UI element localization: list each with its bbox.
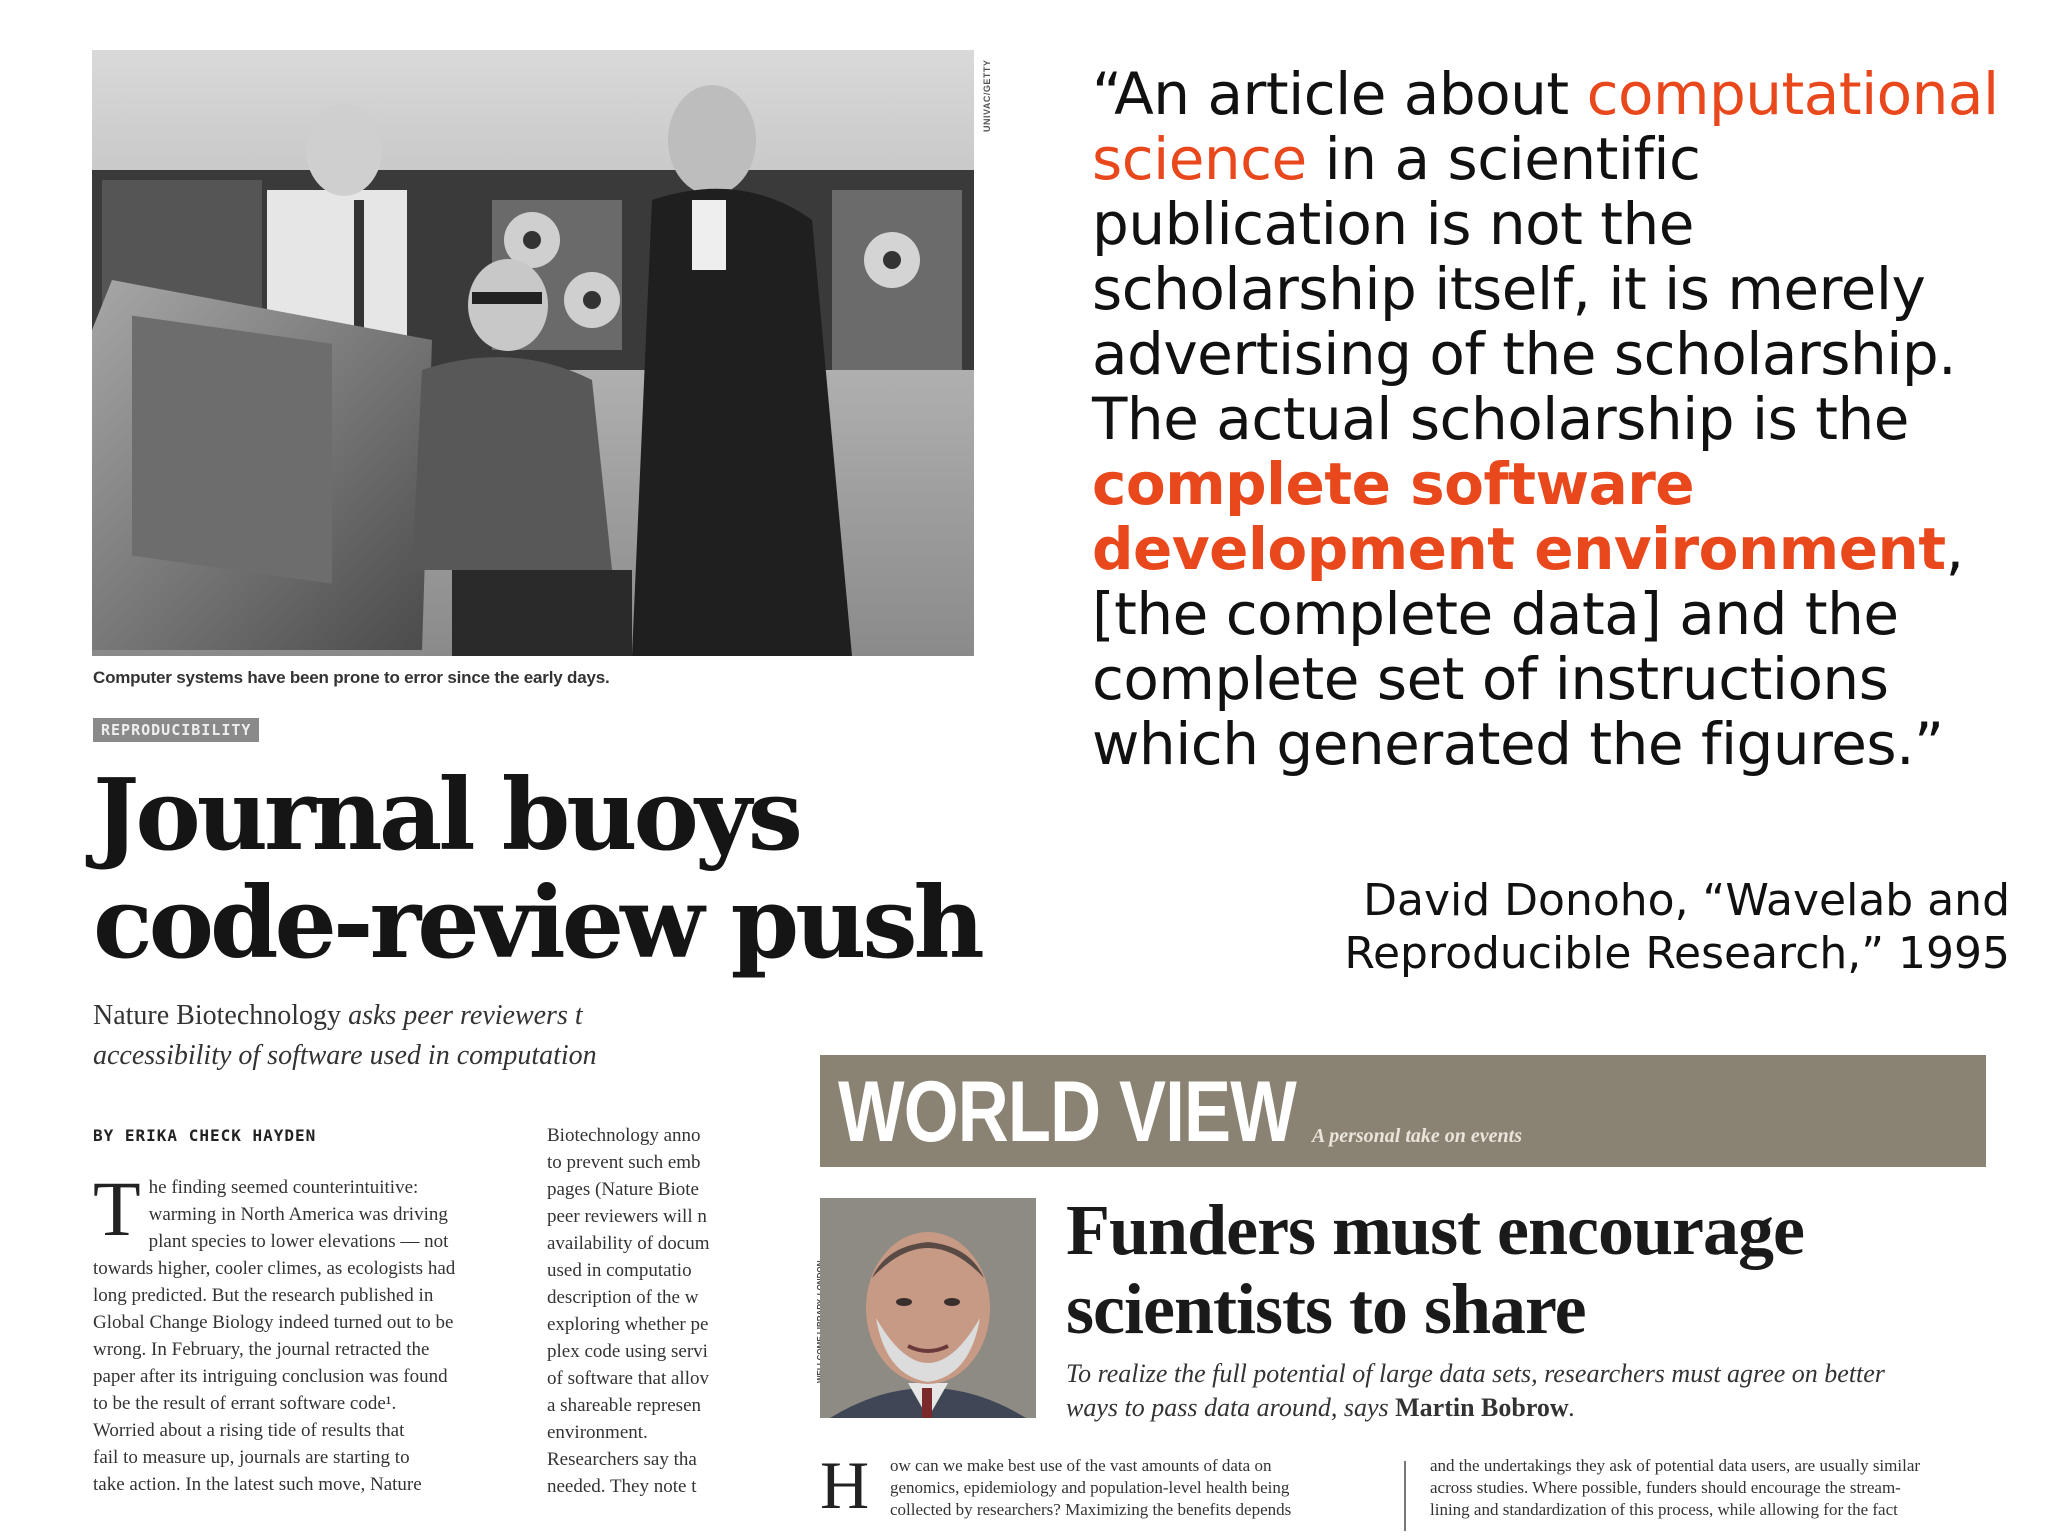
drop-cap: T [93, 1165, 141, 1252]
body-line: needed. They note t [547, 1476, 697, 1497]
body-line: peer reviewers will n [547, 1206, 707, 1227]
wv-headline-line-2: scientists to share [1066, 1269, 1586, 1349]
computer-room-illustration [92, 50, 974, 656]
portrait-illustration [820, 1198, 1036, 1418]
dek-line-2: accessibility of software used in computation [93, 1040, 597, 1071]
wv-dek-line-1: To realize the full potential of large data sets, researchers must agree on better [1066, 1359, 1885, 1388]
body-line: to prevent such emb [547, 1152, 701, 1173]
dek-journal-name: Nature Biotechnology [93, 1000, 342, 1031]
quote-highlight-software-environment: complete software development environment [1092, 450, 1946, 583]
wv-body-line: genomics, epidemiology and population-level health being [890, 1478, 1290, 1497]
quote-attribution [1344, 874, 2010, 980]
body-line: description of the w [547, 1287, 699, 1308]
body-line: to be the result of errant software code¹. [93, 1393, 397, 1414]
wv-body-line: lining and standardization of this process, while allowing for the fact [1430, 1500, 1898, 1519]
wv-column-1 [820, 1447, 1380, 1523]
wv-dek-author: Martin Bobrow [1395, 1393, 1569, 1422]
body-line: of software that allov [547, 1368, 709, 1389]
banner-tagline: A personal take on events [1312, 1125, 1523, 1147]
photo-caption: Computer systems have been prone to error since the early days. [93, 668, 610, 687]
body-line: wrong. In February, the journal retracted the [93, 1339, 430, 1360]
wv-drop-cap: H [820, 1447, 870, 1523]
byline: BY ERIKA CHECK HAYDEN [93, 1126, 317, 1145]
attribution-line-1: David Donoho, “Wavelab and [1363, 875, 2010, 926]
article-headline [93, 758, 981, 981]
wv-headline-line-1: Funders must encourage [1066, 1190, 1804, 1270]
section-tag: REPRODUCIBILITY [93, 718, 259, 742]
author-portrait [820, 1198, 1036, 1418]
headline-line-2: code-review push [93, 866, 981, 981]
column-divider [1404, 1461, 1406, 1531]
world-view-banner [820, 1055, 1986, 1167]
body-line: paper after its intriguing conclusion was found [93, 1366, 448, 1387]
quote-text-2: in a scientific publication is not the scholarship itself, it is merely advertising of the scholarship. The actual scholarship is the [1092, 125, 1957, 453]
wv-dek-line-2: ways to pass data around, says [1066, 1393, 1396, 1422]
quote-highlight-computational-science: computational science [1092, 60, 1999, 193]
body-line: availability of docum [547, 1233, 710, 1254]
body-line: pages (Nature Biote [547, 1179, 699, 1200]
quote-text-1: “An article about [1092, 60, 1587, 128]
body-line: plex code using servi [547, 1341, 708, 1362]
article-dek [93, 996, 741, 1080]
body-line: used in computatio [547, 1260, 692, 1281]
wv-column-2 [1430, 1455, 1990, 1521]
body-line: Worried about a rising tide of results that [93, 1420, 405, 1441]
body-line: warming in North America was driving [148, 1204, 448, 1225]
body-line: environment. [547, 1422, 648, 1443]
world-view-article [820, 1055, 2048, 1536]
body-line: he finding seemed counterintuitive: [148, 1177, 419, 1198]
body-line: towards higher, cooler climes, as ecologists had [93, 1258, 456, 1279]
quote-text-3: , [the complete data] and the complete set of instructions which generated the figures.” [1092, 515, 1964, 778]
dek-line-1: asks peer reviewers t [341, 1000, 583, 1031]
photo-credit: UNIVAC/GETTY [982, 59, 992, 132]
attribution-line-2: Reproducible Research,” 1995 [1344, 928, 2010, 979]
wv-body-line: collected by researchers? Maximizing the benefits depends [890, 1500, 1292, 1519]
wv-body-line: ow can we make best use of the vast amounts of data on [890, 1456, 1272, 1475]
body-line: Researchers say tha [547, 1449, 697, 1470]
world-view-headline [1066, 1191, 1804, 1349]
wv-body-line: and the undertakings they ask of potential data users, are usually similar [1430, 1456, 1921, 1475]
donoho-quote [1092, 62, 2032, 777]
body-line: Biotechnology anno [547, 1125, 701, 1146]
wv-dek-end: . [1568, 1393, 1576, 1422]
banner-title: WORLD VIEW [838, 1064, 1296, 1160]
headline-line-1: Journal buoys [93, 758, 799, 873]
article-column-1 [93, 1165, 521, 1498]
body-line: plant species to lower elevations — not [148, 1231, 449, 1252]
wv-body-line: across studies. Where possible, funders should encourage the stream- [1430, 1478, 1901, 1497]
article-body [93, 1122, 741, 1517]
body-line: fail to measure up, journals are starting to [93, 1447, 410, 1468]
historic-computer-photo [92, 50, 974, 656]
world-view-dek [1066, 1357, 1885, 1425]
body-line: take action. In the latest such move, Nature [93, 1474, 422, 1495]
body-line: exploring whether pe [547, 1314, 709, 1335]
body-line: Global Change Biology indeed turned out to be [93, 1312, 454, 1333]
world-view-body [820, 1447, 1986, 1536]
article-column-2 [547, 1122, 847, 1500]
body-line: long predicted. But the research published in [93, 1285, 434, 1306]
body-line: a shareable represen [547, 1395, 702, 1416]
